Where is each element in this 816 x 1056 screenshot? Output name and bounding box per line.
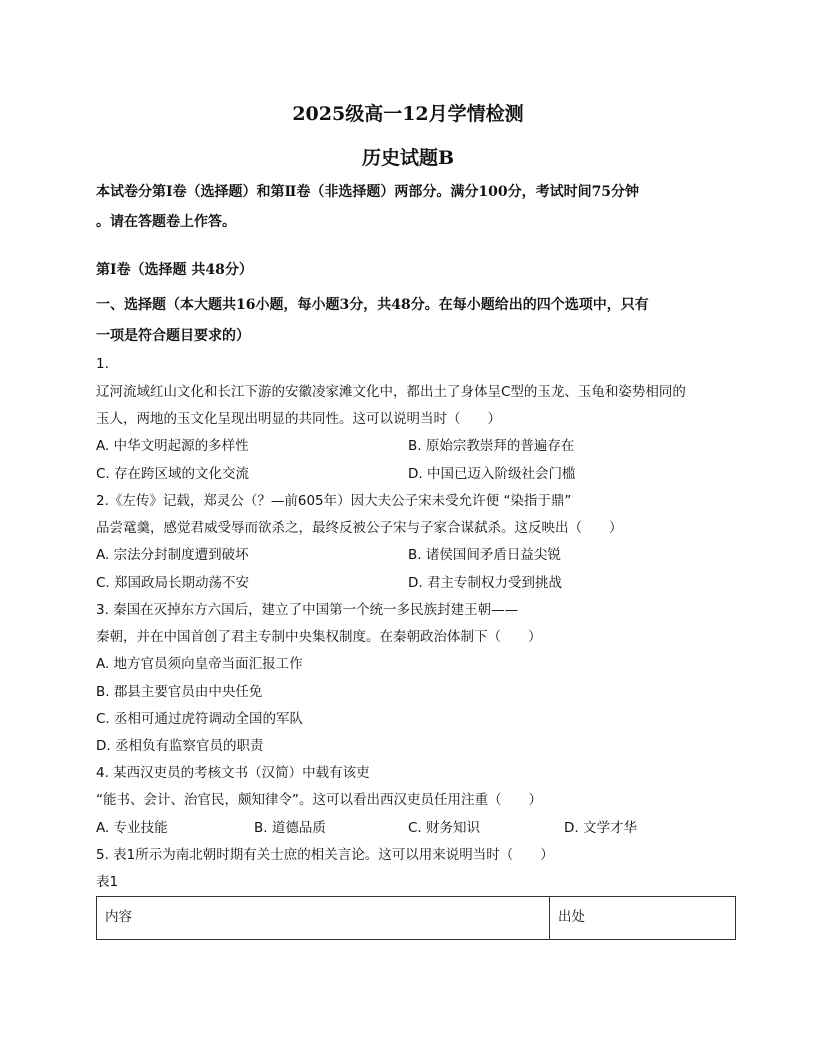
question-stem-line: 秦朝，并在中国首创了君主专制中央集权制度。在秦朝政治体制下（ ） <box>96 629 542 645</box>
intro-line-2: 。请在答题卷上作答。 <box>96 214 236 230</box>
intro-line-1: 本试卷分第Ⅰ卷（选择题）和第Ⅱ卷（非选择题）两部分。满分100分，考试时间75分钟 <box>96 184 640 200</box>
option-b: B. 诸侯国间矛盾日益尖锐 <box>408 547 561 563</box>
exam-subtitle: 历史试题B <box>361 147 455 169</box>
option-a: A. 专业技能 <box>96 820 168 836</box>
question-stem-line: 辽河流域红山文化和长江下游的安徽凌家滩文化中，都出土了身体呈C型的玉龙、玉龟和姿势相同的 <box>96 384 686 400</box>
question-stem-line: 3. 秦国在灭掉东方六国后，建立了中国第一个统一多民族封建王朝—— <box>96 602 519 618</box>
table-header-source: 出处 <box>558 909 585 925</box>
exam-title: 2025级高一12月学情检测 <box>292 103 524 125</box>
question-stem-line: 5. 表1所示为南北朝时期有关士庶的相关言论。这可以用来说明当时（ ） <box>96 847 554 863</box>
option-b: B. 郡县主要官员由中央任免 <box>96 684 263 700</box>
table-header-content: 内容 <box>97 897 550 939</box>
option-b: B. 原始宗教崇拜的普遍存在 <box>408 438 575 454</box>
option-a: A. 地方官员须向皇帝当面汇报工作 <box>96 656 303 672</box>
option-d: D. 君主专制权力受到挑战 <box>408 575 562 591</box>
option-b: B. 道德品质 <box>254 820 326 836</box>
question-stem-line: 玉人，两地的玉文化呈现出明显的共同性。这可以说明当时（ ） <box>96 411 501 427</box>
option-c: C. 存在跨区域的文化交流 <box>96 466 250 482</box>
question-stem-line: 4. 某西汉吏员的考核文书（汉简）中载有该吏 <box>96 765 370 781</box>
option-c: C. 郑国政局长期动荡不安 <box>96 575 250 591</box>
table-caption: 表1 <box>96 874 119 890</box>
part-title: 第Ⅰ卷（选择题 共48分） <box>96 262 253 278</box>
option-d: D. 文学才华 <box>564 820 637 836</box>
section-heading-line-2: 一项是符合题目要求的） <box>96 328 250 344</box>
option-d: D. 中国已迈入阶级社会门槛 <box>408 466 576 482</box>
table-1 <box>96 896 736 940</box>
option-c: C. 财务知识 <box>408 820 481 836</box>
question-stem-line: 2.《左传》记载，郑灵公（？—前605年）因大夫公子宋未受允许便 “染指于鼎” <box>96 493 572 509</box>
option-d: D. 丞相负有监察官员的职责 <box>96 738 264 754</box>
option-c: C. 丞相可通过虎符调动全国的军队 <box>96 711 304 727</box>
question-stem-line: 品尝鼋羹，感觉君威受辱而欲杀之，最终反被公子宋与子家合谋弑杀。这反映出（ ） <box>96 520 623 536</box>
option-a: A. 宗法分封制度遭到破坏 <box>96 547 249 563</box>
option-a: A. 中华文明起源的多样性 <box>96 438 249 454</box>
section-heading-line-1: 一、选择题（本大题共16小题，每小题3分，共48分。在每小题给出的四个选项中，只有 <box>96 297 649 313</box>
question-stem-line: “能书、会计、治官民，颇知律令”。这可以看出西汉吏员任用注重（ ） <box>96 792 542 808</box>
question-number: 1. <box>96 356 109 372</box>
